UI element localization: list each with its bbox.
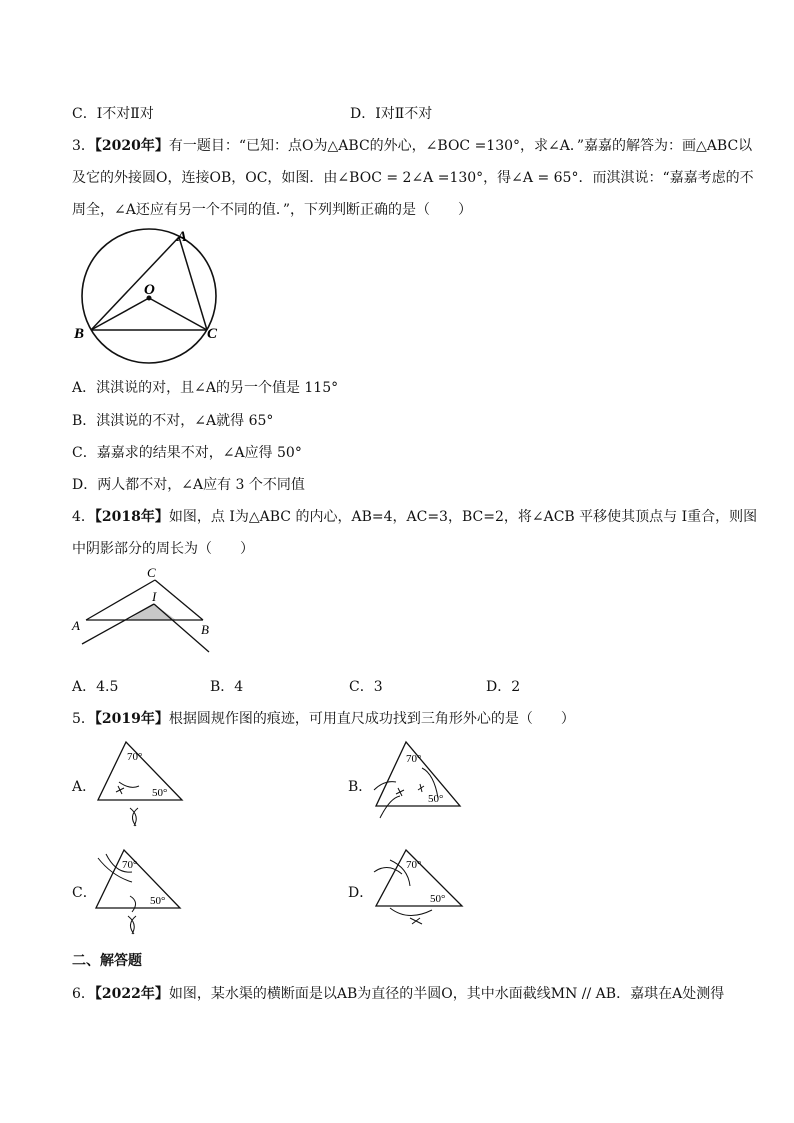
- q5-option-c-figure: [92, 846, 187, 936]
- q4-year: 【2018年】: [94, 509, 169, 525]
- label-i: I: [152, 589, 157, 604]
- q5-option-b-label: B．: [348, 779, 373, 795]
- q4-triangle-figure: [66, 564, 226, 660]
- label-b: B: [74, 326, 85, 342]
- q3-line1: [72, 135, 752, 155]
- cross-marks: [396, 784, 424, 796]
- q5-text: 根据圆规作图的痕迹，可用直尺成功找到三角形外心的是（ ）: [168, 711, 575, 727]
- option-d-prev: D．Ⅰ对Ⅱ不对: [350, 106, 433, 122]
- q3-line3: 周全，∠A还应有另一个不同的值．”，下列判断正确的是（ ）: [72, 202, 472, 218]
- triangle: [376, 742, 460, 806]
- q6-text: 如图，某水渠的横断面是以AB为直径的半圆O，其中水面截线MN // AB．嘉琪在A处测得: [168, 986, 725, 1002]
- angle-right: 50°: [428, 793, 444, 805]
- q6-year: 【2022年】: [94, 986, 169, 1002]
- option-c-prev: C．Ⅰ不对Ⅱ对: [72, 106, 154, 122]
- q5-option-a-figure: [94, 738, 189, 828]
- angle-top: 70°: [127, 751, 143, 763]
- q4-option-d: D．2: [486, 679, 521, 695]
- q3-year: 【2020年】: [94, 138, 169, 154]
- label-a: A: [72, 618, 80, 633]
- label-a: A: [177, 229, 188, 245]
- q3-line2: 及它的外接圆O，连接OB，OC，如图．由∠BOC = 2∠A =130°，得∠A = 65°．而淇淇说：“嘉嘉考虑的不: [72, 170, 754, 186]
- section-title: 二、解答题: [72, 953, 142, 969]
- q5-line: [72, 708, 575, 728]
- angle-top: 70°: [406, 859, 422, 871]
- q3-option-a: A．淇淇说的对，且∠A的另一个值是 115°: [72, 380, 339, 396]
- q5-year: 【2019年】: [94, 711, 169, 727]
- arc-mark-lower: [390, 908, 432, 916]
- side-ab: [91, 237, 179, 330]
- arc-mark: [119, 782, 139, 787]
- q4-option-a: A．4.5: [72, 679, 119, 695]
- q3-option-b: B．淇淇说的不对，∠A就得 65°: [72, 413, 274, 429]
- q4-option-b: B．4: [210, 679, 244, 695]
- label-o: O: [144, 282, 155, 298]
- arc-mark-upper: [374, 860, 410, 886]
- angle-top: 70°: [122, 859, 138, 871]
- bisector-arcs: [128, 896, 136, 934]
- q6-line: [72, 983, 724, 1003]
- q5-option-d-figure: [372, 846, 467, 936]
- q5-option-b-figure: [370, 738, 465, 828]
- angle-right: 50°: [430, 893, 446, 905]
- translated-ca: [82, 604, 154, 644]
- q6-number: 6．: [72, 986, 95, 1002]
- q5-option-d-label: D．: [348, 885, 374, 901]
- arc-mark-left: [374, 782, 400, 818]
- label-b: B: [201, 622, 209, 637]
- q3-option-c: C．嘉嘉求的结果不对，∠A应得 50°: [72, 445, 302, 461]
- cross-mark: [116, 786, 124, 794]
- label-c: C: [147, 565, 156, 580]
- angle-top: 70°: [406, 753, 422, 765]
- q5-option-c-label: C．: [72, 885, 97, 901]
- q4-line1: [72, 506, 757, 526]
- q3-option-d: D．两人都不对，∠A应有 3 个不同值: [72, 477, 305, 493]
- cross-mark: [410, 918, 422, 924]
- label-c: C: [207, 326, 218, 342]
- q4-number: 4．: [72, 509, 95, 525]
- q5-option-a-label: A．: [72, 779, 97, 795]
- segment-ob: [91, 298, 149, 330]
- q4-line2: 中阴影部分的周长为（ ）: [72, 541, 254, 557]
- q5-number: 5．: [72, 711, 95, 727]
- angle-right: 50°: [150, 895, 166, 907]
- q3-text-1: 有一题目：“已知：点O为△ABC的外心，∠BOC =130°，求∠A．”嘉嘉的解答为：画△ABC以: [168, 138, 753, 154]
- q3-number: 3．: [72, 138, 95, 154]
- q4-text-1: 如图，点 I为△ABC 的内心，AB=4，AC=3，BC=2，将∠ACB 平移使其顶点与 I重合，则图: [168, 509, 758, 525]
- q4-option-c: C．3: [349, 679, 383, 695]
- angle-right: 50°: [152, 787, 168, 799]
- bisector-arcs: [130, 808, 138, 826]
- q3-circle-figure: [68, 224, 228, 374]
